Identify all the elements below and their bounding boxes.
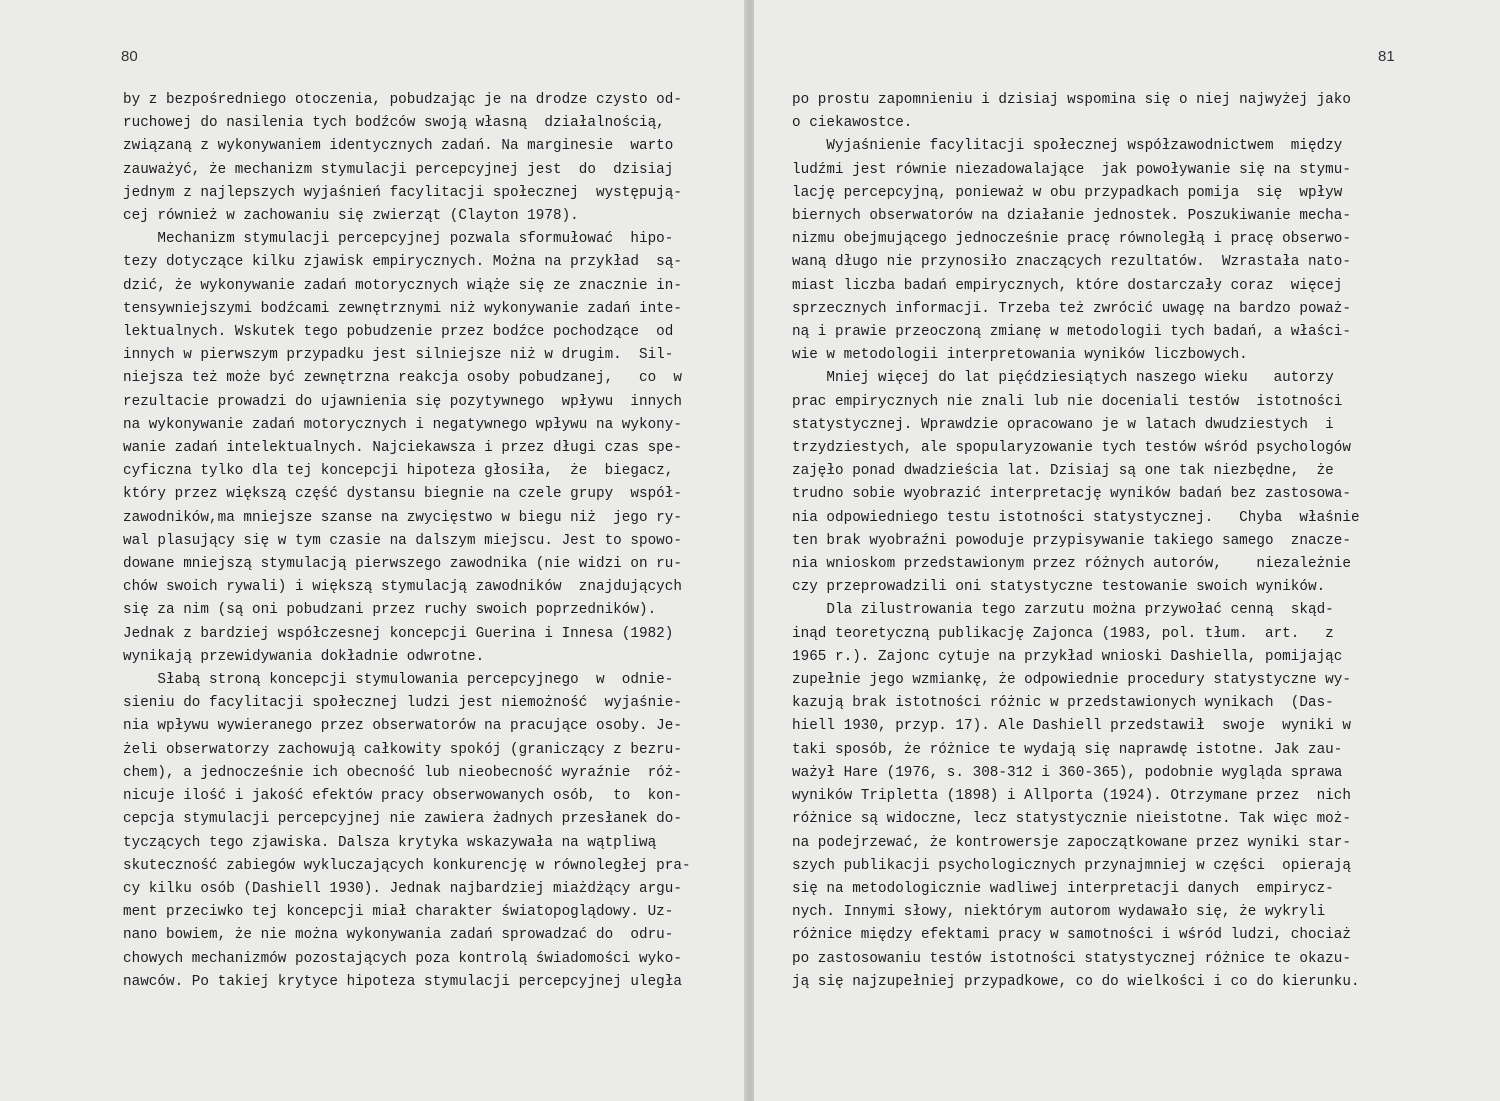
text-line: nizmu obejmującego jednocześnie pracę równoległą i pracę obserwo-: [792, 231, 1351, 248]
text-line: nicuje ilość i jakość efektów pracy obserwowanych osób, to kon-: [123, 788, 682, 805]
text-line: skuteczność zabiegów wykluczających konkurencję w równoległej pra-: [123, 857, 691, 874]
text-line: na podejrzewać, że kontrowersje zapoczątkowane przez wyniki star-: [792, 834, 1351, 851]
text-line: ludźmi jest równie niezadowalające jak powoływanie się na stymu-: [792, 161, 1351, 178]
text-line: innych w pierwszym przypadku jest silniejsze niż w drugim. Sil-: [123, 347, 674, 364]
text-line: po prostu zapomnieniu i dzisiaj wspomina się o niej najwyżej jako: [792, 92, 1351, 108]
text-line: nia odpowiedniego testu istotności statystycznej. Chyba właśnie: [792, 509, 1360, 526]
text-line: wie w metodologii interpretowania wyników liczbowych.: [792, 347, 1248, 364]
text-line: prac empirycznych nie znali lub nie doceniali testów istotności: [792, 393, 1343, 410]
text-line: czy przeprowadzili oni statystyczne testowanie swoich wyników.: [792, 579, 1326, 596]
page-number: 80: [121, 48, 138, 65]
text-line: taki sposób, że różnice te wydają się naprawdę istotne. Jak zau-: [792, 741, 1343, 758]
text-line: waną długo nie przynosiło znaczących rezultatów. Wzrastała nato-: [792, 254, 1351, 271]
text-line: statystycznej. Wprawdzie opracowano je w latach dwudziestych i: [792, 416, 1334, 433]
page-number: 81: [1378, 48, 1395, 65]
text-line: chem), a jednocześnie ich obecność lub nieobecność wyraźnie róż-: [123, 764, 682, 781]
text-line: ment przeciwko tej koncepcji miał charakter światopoglądowy. Uz-: [123, 904, 674, 921]
text-line: lację percepcyjną, ponieważ w obu przypadkach pomija się wpływ: [792, 184, 1343, 201]
text-line: nia wpływu wywieranego przez obserwatorów na pracujące osoby. Je-: [123, 718, 682, 735]
text-line: związaną z wykonywaniem identycznych zadań. Na marginesie warto: [123, 138, 674, 155]
text-line: cyficzna tylko dla tej koncepcji hipoteza głosiła, że biegacz,: [123, 463, 674, 480]
text-line: zajęło ponad dwadzieścia lat. Dzisiaj są one tak niezbędne, że: [792, 463, 1334, 480]
text-line: trudno sobie wyobrazić interpretację wyników badań bez zastosowa-: [792, 486, 1351, 503]
right-page: [754, 0, 1500, 1101]
text-line: 1965 r.). Zajonc cytuje na przykład wnioski Dashiella, pomijając: [792, 648, 1343, 665]
text-line: nia wnioskom przedstawionym przez różnych autorów, niezależnie: [792, 556, 1351, 573]
text-line: ruchowej do nasilenia tych bodźców swoją własną działalnością,: [123, 115, 665, 132]
text-line: wyników Tripletta (1898) i Allporta (1924). Otrzymane przez nich: [792, 788, 1351, 805]
body-text: [123, 89, 733, 994]
text-line: Mechanizm stymulacji percepcyjnej pozwala sformułować hipo-: [123, 231, 674, 248]
text-line: po zastosowaniu testów istotności statystycznej różnice te okazu-: [792, 950, 1351, 967]
text-line: nawców. Po takiej krytyce hipoteza stymulacji percepcyjnej uległa: [123, 973, 682, 990]
text-line: się na metodologicznie wadliwej interpretacji danych empirycz-: [792, 880, 1334, 897]
text-line: lektualnych. Wskutek tego pobudzenie przez bodźce pochodzące od: [123, 324, 674, 341]
text-line: miast liczba badań empirycznych, które dostarczały coraz więcej: [792, 277, 1343, 294]
text-line: dowane mniejszą stymulacją pierwszego zawodnika (nie widzi on ru-: [123, 556, 682, 573]
text-line: ten brak wyobraźni powoduje przypisywanie takiego samego znacze-: [792, 532, 1351, 549]
text-line: cej również w zachowaniu się zwierząt (Clayton 1978).: [123, 208, 579, 225]
text-line: się za nim (są oni pobudzani przez ruchy swoich poprzedników).: [123, 602, 657, 619]
text-line: nano bowiem, że nie można wykonywania zadań sprowadzać do odru-: [123, 927, 674, 944]
text-line: inąd teoretyczną publikację Zajonca (1983, pol. tłum. art. z: [792, 625, 1334, 642]
text-line: zupełnie jego wzmiankę, że odpowiednie procedury statystyczne wy-: [792, 672, 1351, 689]
text-line: tezy dotyczące kilku zjawisk empirycznych. Można na przykład są-: [123, 254, 682, 271]
left-page: [0, 0, 746, 1101]
text-line: Dla zilustrowania tego zarzutu można przywołać cenną skąd-: [792, 602, 1334, 619]
text-line: Słabą stroną koncepcji stymulowania percepcyjnego w odnie-: [123, 672, 674, 689]
text-line: Wyjaśnienie facylitacji społecznej współzawodnictwem między: [792, 138, 1343, 155]
text-line: by z bezpośredniego otoczenia, pobudzając je na drodze czysto od-: [123, 92, 682, 108]
text-line: ją się najzupełniej przypadkowe, co do wielkości i co do kierunku.: [792, 973, 1360, 990]
text-line: na wykonywanie zadań motorycznych i negatywnego wpływu na wykony-: [123, 416, 682, 433]
text-line: o ciekawostce.: [792, 115, 913, 132]
text-line: biernych obserwatorów na działanie jednostek. Poszukiwanie mecha-: [792, 208, 1351, 225]
text-line: hiell 1930, przyp. 17). Ale Dashiell przedstawił swoje wyniki w: [792, 718, 1351, 735]
text-line: Jednak z bardziej współczesnej koncepcji Guerina i Innesa (1982): [123, 625, 674, 642]
text-line: nych. Innymi słowy, niektórym autorom wydawało się, że wykryli: [792, 904, 1326, 921]
text-line: chów swoich rywali) i większą stymulacją zawodników znajdujących: [123, 579, 682, 596]
text-line: sieniu do facylitacji społecznej ludzi jest niemożność wyjaśnie-: [123, 695, 682, 712]
text-line: żeli obserwatorzy zachowują całkowity spokój (graniczący z bezru-: [123, 741, 682, 758]
text-line: różnice między efektami pracy w samotności i wśród ludzi, chociaż: [792, 927, 1351, 944]
text-line: kazują brak istotności różnic w przedstawionych wynikach (Das-: [792, 695, 1334, 712]
text-line: chowych mechanizmów pozostających poza kontrolą świadomości wyko-: [123, 950, 682, 967]
text-line: ważył Hare (1976, s. 308-312 i 360-365), podobnie wygląda sprawa: [792, 764, 1343, 781]
text-line: cy kilku osób (Dashiell 1930). Jednak najbardziej miażdżący argu-: [123, 880, 682, 897]
text-line: cepcja stymulacji percepcyjnej nie zawiera żadnych przesłanek do-: [123, 811, 682, 828]
text-line: trzydziestych, ale spopularyzowanie tych testów wśród psychologów: [792, 440, 1351, 457]
text-line: różnice są widoczne, lecz statystycznie nieistotne. Tak więc moż-: [792, 811, 1351, 828]
text-line: wynikają przewidywania dokładnie odwrotne.: [123, 648, 485, 665]
text-line: niejsza też może być zewnętrzna reakcja osoby pobudzanej, co w: [123, 370, 682, 387]
text-line: ną i prawie przeoczoną zmianę w metodologii tych badań, a właści-: [792, 324, 1351, 341]
text-line: Mniej więcej do lat pięćdziesiątych naszego wieku autorzy: [792, 370, 1334, 387]
text-line: tensywniejszymi bodźcami zewnętrznymi niż wykonywanie zadań inte-: [123, 300, 682, 317]
body-text: [792, 89, 1412, 994]
text-line: jednym z najlepszych wyjaśnień facylitacji społecznej występują-: [123, 184, 682, 201]
text-line: wanie zadań intelektualnych. Najciekawsza i przez długi czas spe-: [123, 440, 682, 457]
text-line: zauważyć, że mechanizm stymulacji percepcyjnej jest do dzisiaj: [123, 161, 674, 178]
text-line: dzić, że wykonywanie zadań motorycznych wiąże się ze znacznie in-: [123, 277, 682, 294]
text-line: wal plasujący się w tym czasie na dalszym miejscu. Jest to spowo-: [123, 532, 682, 549]
text-line: szych publikacji psychologicznych przynajmniej w części opierają: [792, 857, 1351, 874]
text-line: który przez większą część dystansu biegnie na czele grupy współ-: [123, 486, 682, 503]
text-line: zawodników,ma mniejsze szanse na zwycięstwo w biegu niż jego ry-: [123, 509, 682, 526]
text-line: sprzecznych informacji. Trzeba też zwrócić uwagę na bardzo poważ-: [792, 300, 1351, 317]
text-line: tyczących tego zjawiska. Dalsza krytyka wskazywała na wątpliwą: [123, 834, 657, 851]
text-line: rezultacie prowadzi do ujawnienia się pozytywnego wpływu innych: [123, 393, 682, 410]
